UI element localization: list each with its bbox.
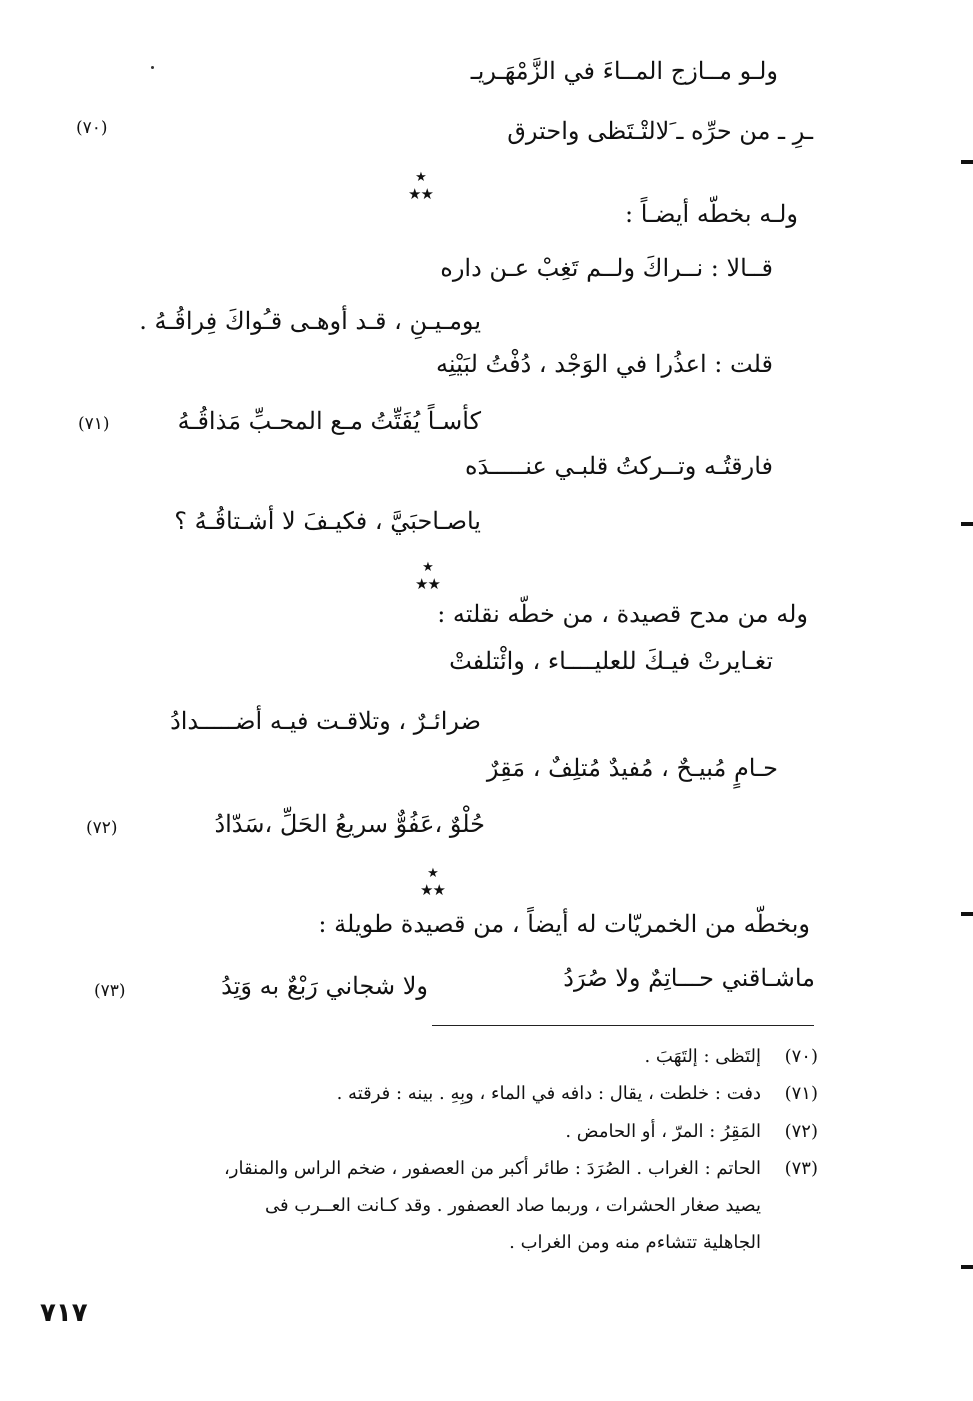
footnote-number: (٧٣) (784, 1158, 818, 1179)
footnote-text: دفت : خلطت ، يقال : دافه في الماء ، وبِهِ . بينه : فرقته . (336, 1083, 761, 1104)
section-separator-stars: ★ ★★ (415, 560, 440, 593)
poem-line-4: يومـيـنِ ، قـد أوهـى قـُواكَ فِراقُـهُ . (139, 307, 481, 335)
section-separator-stars: ★ ★★ (420, 866, 445, 899)
poem-line-1: ولـو مــازج المــاءَ في الزَّمْهَـريـ (470, 57, 778, 85)
poem-line-5: قلت : اعذُرا في الوَجْد ، دُفْتُ لبَيْنِه (436, 350, 773, 378)
poem-line-13-right: ماشـاقني حـــاتِمٌ ولا صُرَدُ (563, 964, 815, 992)
footnote-text-continued: يصيد صغار الحشرات ، وربما صاد العصفور . وقد كـانت العــرب فى (264, 1195, 761, 1216)
poem-line-11: حـامٍ مُبيـحٌ ، مُفيدٌ مُتلِفٌ ، مَقِرٌ (486, 754, 778, 782)
binding-mark (961, 160, 973, 164)
scan-speck (151, 66, 154, 69)
poem-line-10: ضرائـرٌ ، وتلاقـت فيـه أضـــــدادُ (170, 707, 481, 735)
poem-line-6: كأسـاً يُفَتِّتُ مـع المحـبِّ مَذاقُـهُ (177, 407, 481, 435)
binding-mark (961, 912, 973, 916)
footnote-text: الحاتم : الغراب . الصُرَدَ : طائر أكبر من العصفور ، ضخم الراس والمنقار، (224, 1158, 761, 1179)
page-number: ٧١٧ (40, 1298, 88, 1328)
poem-line-8: ياصـاحبَيَّ ، فكيـفَ لا أشـتاقُـهُ ؟ (174, 507, 481, 535)
footnote-ref-73: (٧٣) (94, 981, 126, 1001)
poem-line-9: تغـايرتْ فيـكَ للعليــــاء ، وائْتلفتْ (449, 647, 773, 675)
intro-line-2: وله من مدح قصيدة ، من خطّه نقلته : (437, 600, 808, 628)
footnote-text-continued: الجاهلية تتشاءم منه ومن الغراب . (509, 1232, 761, 1253)
poem-line-12: حُلْوٌ ،عَفُوٌّ سريعُ الحَلِّ ،سَدّادُ (214, 810, 485, 838)
footnote-ref-71: (٧١) (78, 414, 110, 434)
footnote-divider (432, 1025, 814, 1026)
footnote-number: (٧٢) (784, 1121, 818, 1142)
intro-line-1: ولـه بخطّه أيضـاً : (624, 200, 798, 228)
footnote-number: (٧٠) (784, 1046, 818, 1067)
poem-line-13-left: ولا شجاني رَبْعٌ به وَتِدُ (221, 972, 428, 1000)
footnote-text: المَقِرُ : المرّ ، أو الحامض . (565, 1121, 761, 1142)
binding-mark (961, 522, 973, 526)
footnote-ref-70: (٧٠) (76, 118, 108, 138)
poem-line-3: قــالا : نــراكَ ولــم تَغِبْ عـن داره (440, 254, 773, 282)
intro-line-3: وبخطّه من الخمريّات له أيضاً ، من قصيدة طويلة : (318, 910, 810, 938)
binding-mark (961, 1265, 973, 1269)
section-separator-stars: ★ ★★ (408, 170, 433, 203)
poem-line-7: فارقتُـه وتــركتُ قلبـي عنـــــدَه (464, 452, 773, 480)
poem-line-2: ـرِ ـ من حرِّه ـ َلالتْـتَظى واحترق (507, 117, 813, 145)
footnote-number: (٧١) (784, 1083, 818, 1104)
footnote-ref-72: (٧٢) (86, 818, 118, 838)
footnote-text: إلتَظى : إلتَهَبَ . (644, 1046, 761, 1067)
